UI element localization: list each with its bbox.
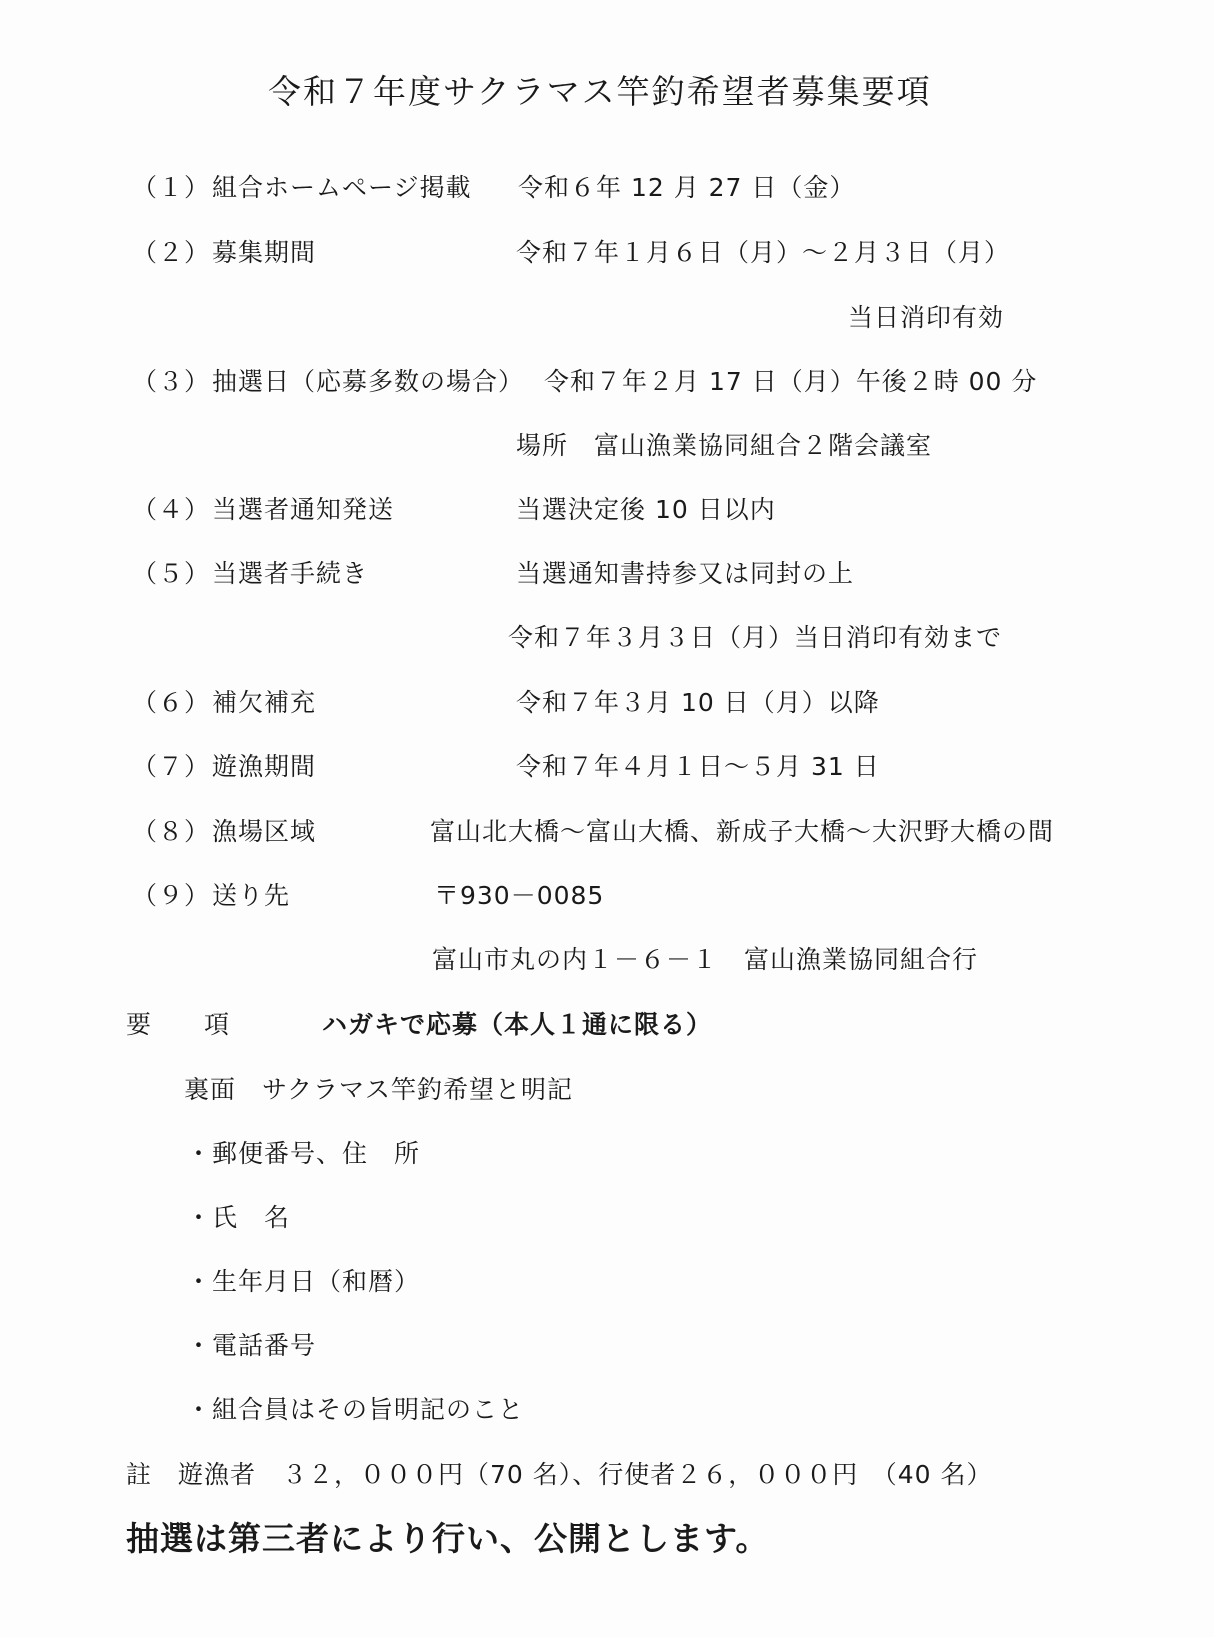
- item-value: 富山北大橋～富山大橋、新成子大橋～大沢野大橋の間: [430, 817, 1055, 846]
- item-label: 当選者手続き: [212, 559, 369, 588]
- requirement-bullet: ・氏 名: [186, 1203, 291, 1232]
- item-number: （２）: [132, 238, 211, 267]
- item-number: （６）: [132, 688, 211, 717]
- requirements-label: 要 項: [126, 1010, 231, 1039]
- item-subvalue: 場所 富山漁業協同組合２階会議室: [516, 431, 933, 460]
- item-number: （１）: [132, 173, 211, 202]
- item-subvalue: 令和７年３月３日（月）当日消印有効まで: [508, 623, 1003, 652]
- item-subvalue: 当日消印有効: [848, 303, 1005, 332]
- item-label: 補欠補充: [212, 688, 317, 717]
- closing-statement: 抽選は第三者により行い、公開とします。: [126, 1519, 770, 1558]
- requirement-bullet: ・生年月日（和暦）: [186, 1267, 421, 1296]
- item-label: 組合ホームページ掲載: [212, 173, 472, 202]
- item-value: 令和７年３月 10 日（月）以降: [516, 688, 880, 717]
- item-subvalue: 富山市丸の内１－６－１ 富山漁業協同組合行: [432, 945, 979, 974]
- item-number: （５）: [132, 559, 211, 588]
- item-label: 送り先: [212, 881, 291, 910]
- item-label: 漁場区域: [212, 817, 317, 846]
- item-value: 当選決定後 10 日以内: [516, 495, 776, 524]
- item-value: 〒930－0085: [434, 881, 605, 910]
- requirement-bullet: ・電話番号: [186, 1331, 317, 1360]
- item-value: 令和７年４月１日～５月 31 日: [516, 752, 880, 781]
- item-label: 抽選日（応募多数の場合）: [212, 367, 525, 396]
- item-value: 令和７年２月 17 日（月）午後２時 00 分: [544, 367, 1038, 396]
- item-number: （９）: [132, 881, 211, 910]
- item-value: 令和６年 12 月 27 日（金）: [518, 173, 856, 202]
- item-value: 令和７年１月６日（月）～２月３日（月）: [516, 238, 1011, 267]
- requirement-bullet: ・組合員はその旨明記のこと: [186, 1395, 525, 1424]
- item-value: 当選通知書持参又は同封の上: [516, 559, 855, 588]
- requirements-back-note: 裏面 サクラマス竿釣希望と明記: [184, 1075, 574, 1104]
- item-label: 遊漁期間: [212, 752, 317, 781]
- item-number: （４）: [132, 495, 211, 524]
- fee-note: 註 遊漁者 ３２，０００円（70 名）、行使者２６，０００円 （40 名）: [126, 1460, 993, 1489]
- requirements-headline: ハガキで応募（本人１通に限る）: [322, 1010, 713, 1039]
- document-title: 令和７年度サクラマス竿釣希望者募集要項: [268, 72, 932, 111]
- item-number: （８）: [132, 817, 211, 846]
- item-number: （３）: [132, 367, 211, 396]
- requirement-bullet: ・郵便番号、住 所: [186, 1139, 421, 1168]
- item-label: 募集期間: [212, 238, 317, 267]
- item-label: 当選者通知発送: [212, 495, 395, 524]
- item-number: （７）: [132, 752, 211, 781]
